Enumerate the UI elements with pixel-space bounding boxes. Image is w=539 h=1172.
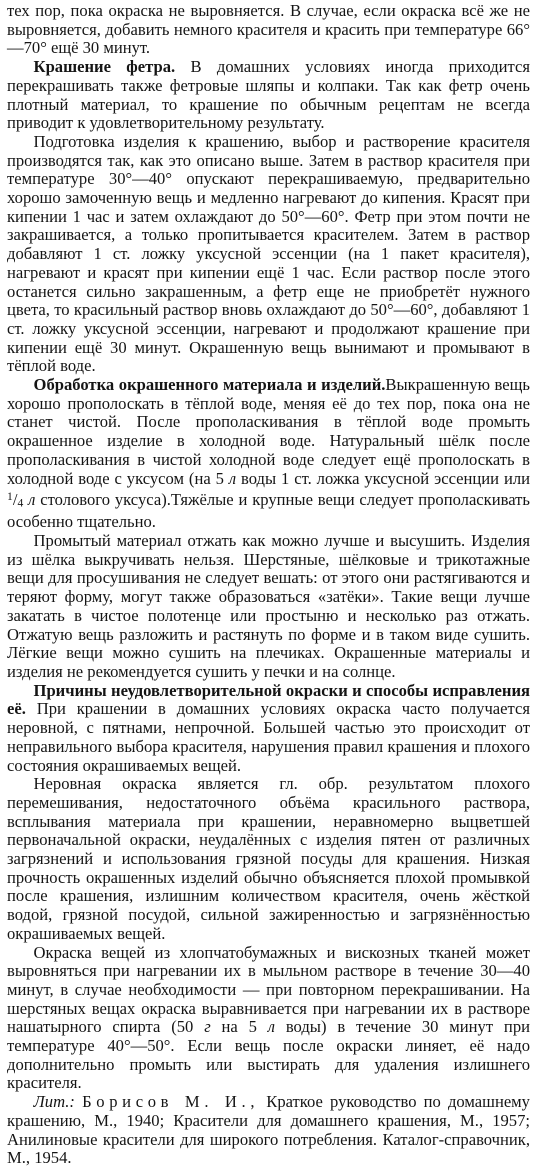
- literature-label: Лит.:: [33, 1092, 75, 1112]
- section-heading-causes: Причины неудовлетворительной окраски и способы исправления её.: [7, 680, 530, 719]
- paragraph-preparation: [7, 133, 530, 376]
- paragraph-continuation: [7, 2, 530, 58]
- paragraph-text: воды 1 ст. ложка уксусной эссенции или: [236, 468, 530, 488]
- paragraph-text: Неровная окраска является гл. обр. результатом плохого перемешивания, недостаточного объёма красильного раствора, всплывания материала при крашении, неравномерно выцветшей первоначальной окраски, неудалённых с изделия пятен от различных загрязнений и использования грязной посуды для крашения. Низкая прочность окрашенных изделий обычно объясняется плохой промывкой после крашения, излишним количеством красителя, очень жёсткой водой, грязной посудой, сильной зажиренностью и загрязнённостью окрашиваемых вещей.: [7, 774, 530, 943]
- section-heading-processing: Обработка окрашенного материала и изделий.: [33, 375, 386, 395]
- paragraph-text: При крашении в домашних условиях окраска часто получается неровной, с пятнами, непрочной. Большей частью это происходит от неправильного выбора красителя, нарушения правил крашения и плохого состояния окрашиваемых вещей.: [7, 699, 530, 775]
- fraction-numerator: 1: [7, 490, 13, 504]
- section-heading-felt-dyeing: Крашение фетра.: [33, 57, 176, 77]
- paragraph-text: Окраска вещей из хлопчатобумажных и вискозных тканей может выровняться при нагревании их в мыльном растворе в течение 30—40 минут, в случае необходимости — при повторном перекрашивании. На шерстяных вещах окраска выравнивается при нагревании их в растворе нашатырного спирта (50: [7, 942, 530, 1037]
- paragraph-felt-dyeing: [7, 58, 530, 133]
- unit-liter: л: [267, 1017, 275, 1037]
- paragraph-text: столового уксуса).Тяжёлые и крупные вещи следует прополаскивать особенно тщательно.: [7, 490, 530, 532]
- paragraph-correction: [7, 944, 530, 1094]
- paragraph-text: В домашних условиях иногда приходится перекрашивать также фетровые шляпы и колпаки. Так как фетр очень плотный материал, то крашение по обычным рецептам не всегда приводит к удовлетворительному результату.: [7, 57, 530, 133]
- paragraph-text: тех пор, пока окраска не выровняется. В случае, если окраска всё же не выровняется, добавить немного красителя и красить при температуре 66°—70° ещё 30 минут.: [7, 1, 530, 58]
- fraction-slash: /: [12, 490, 18, 510]
- literature-text: Краткое руководство по домашнему крашению, М., 1940; Красители для домашнего крашения, М., 1957; Анилиновые красители для широкого потребления. Каталог-справочник, М., 1954.: [7, 1092, 530, 1168]
- paragraph-literature: [7, 1093, 530, 1168]
- paragraph-uneven: [7, 775, 530, 943]
- paragraph-text: Подготовка изделия к крашению, выбор и растворение красителя производятся так, как это описано выше. Затем в раствор красителя при температуре 30°—40° опускают перекрашиваемую, предварительно хорошо замоченную вещь и медленно нагревают до кипения. Красят при кипении 1 час и затем охлаждают до 50°—60°. Фетр при этом почти не закрашивается, а только пропитывается красителем. Затем в раствор добавляют 1 ст. ложку уксусной эссенции (на 1 пакет красителя), нагревают и красят при кипении ещё 1 час. Если раствор после этого останется сильно закрашенным, а фетр еще не приобретёт нужного цвета, то красильный раствор вновь охлаждают до 50°—60°, добавляют 1 ст. ложку уксусной эссенции, нагревают и продолжают крашение при кипении ещё 30 минут. Окрашенную вещь вынимают и промывают в тёплой воде.: [7, 131, 530, 376]
- unit-liter: л: [28, 490, 36, 510]
- unit-gram: г: [204, 1017, 211, 1037]
- literature-author: Борисов М. И.,: [82, 1092, 260, 1112]
- paragraph-text: на 5: [210, 1017, 268, 1037]
- fraction-denominator: 4: [17, 496, 24, 510]
- unit-liter: л: [228, 468, 237, 488]
- paragraph-drying: [7, 532, 530, 682]
- paragraph-text: Промытый материал отжать как можно лучше и высушить. Изделия из шёлка выкручивать нельзя. Шерстяные, шёлковые и трикотажные вещи для просушивания не следует вешать: от этого они растягиваются и теряют форму, могут также образоваться «затёки». Такие вещи лучше закатать в чистое полотенце или простыню и несколько раз отжать. Отжатую вещь разложить и растянуть по форме и в таком виде сушить. Лёгкие вещи можно сушить на плечиках. Окрашенные материалы и изделия не рекомендуется сушить у печки и на солнце.: [7, 531, 530, 681]
- paragraph-text: Выкрашенную вещь хорошо прополоскать в тёплой воде, меняя её до тех пор, пока она не станет чистой. После прополаскивания в тёплой воде промыть окрашенное изделие в холодной воде. Натуральный шёлк после прополаскивания в чистой холодной воде следует ещё прополоскать в холодной воде с уксусом (на 5: [7, 375, 531, 488]
- paragraph-text: воды) в течение 30 минут при температуре 40°—50°. Если вещь после окраски линяет, её надо дополнительно промыть или выстирать для удаления излишнего красителя.: [7, 1017, 530, 1093]
- paragraph-processing: [7, 376, 530, 532]
- paragraph-causes: [7, 682, 530, 776]
